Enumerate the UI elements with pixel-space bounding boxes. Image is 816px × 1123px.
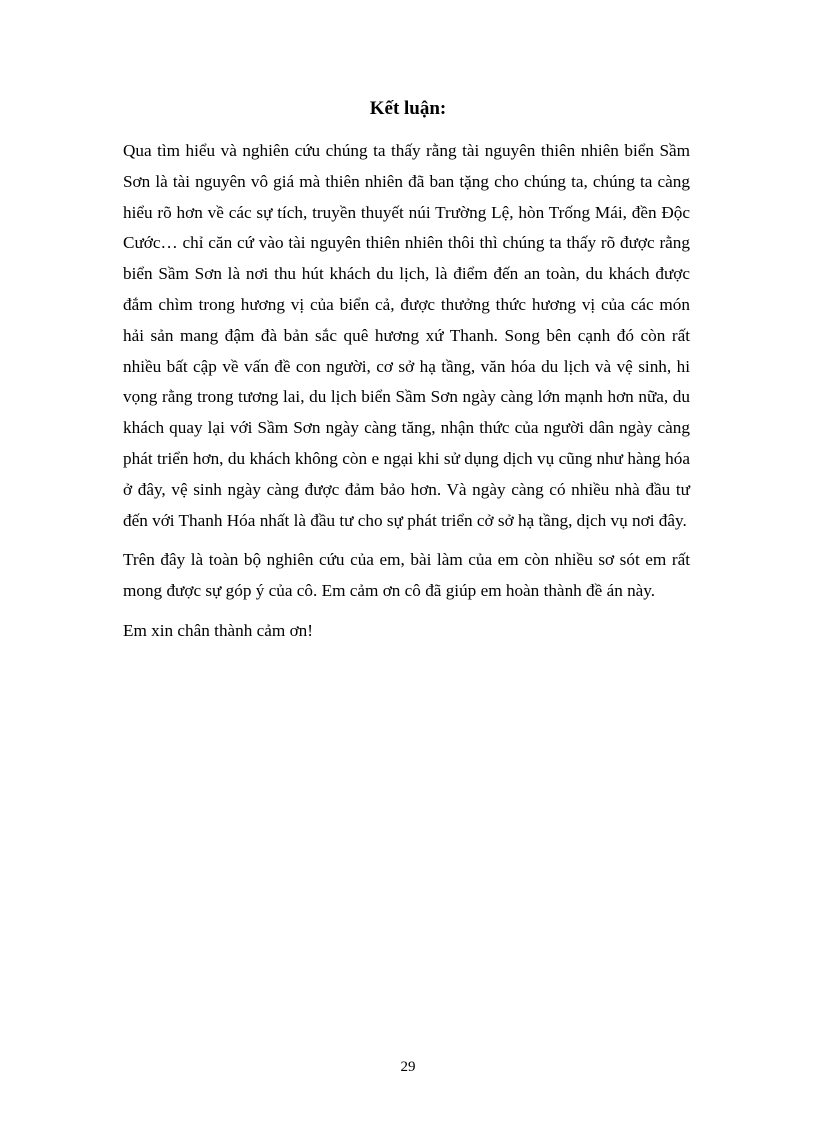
paragraph-thanks: Em xin chân thành cảm ơn! [123, 620, 313, 640]
page-number: 29 [400, 1059, 416, 1075]
conclusion-heading: Kết luận: [369, 98, 447, 119]
paragraph-acknowledgement: Trên đây là toàn bộ nghiên cứu của em, bài làm của em còn nhiều sơ sót em rất mong được sự góp ý của cô. Em cảm ơn cô đã giúp em hoàn thành đề án này. [123, 550, 690, 601]
paragraph-conclusion: Qua tìm hiểu và nghiên cứu chúng ta thấy rằng tài nguyên thiên nhiên biển Sầm Sơn là tài nguyên vô giá mà thiên nhiên đã ban tặng cho chúng ta, chúng ta càng hiểu rõ hơn về các sự tích, truyền thuyết núi Trường Lệ, hòn Trống Mái, đền Độc Cước… chỉ căn cứ vào tài nguyên thiên nhiên thôi thì chúng ta thấy rõ được rằng biển Sầm Sơn là nơi thu hút khách du lịch, là điểm đến an toàn, du khách được đắm chìm trong hương vị của biển cả, được thưởng thức hương vị của các món hải sản mang đậm đà bản sắc quê hương xứ Thanh. Song bên cạnh đó còn rất nhiều bất cập về vấn đề con người, cơ sở hạ tầng, văn hóa du lịch và vệ sinh, hi vọng rằng trong tương lai, du lịch biển Sầm Sơn ngày càng lớn mạnh hơn nữa, du khách quay lại với Sầm Sơn ngày càng tăng, nhận thức của người dân ngày càng phát triển hơn, du khách không còn e ngại khi sử dụng dịch vụ cũng như hàng hóa ở đây, vệ sinh ngày càng được đảm bảo hơn. Và ngày càng có nhiều nhà đầu tư đến với Thanh Hóa nhất là đầu tư cho sự phát triển cở sở hạ tầng, dịch vụ nơi đây. [123, 141, 690, 530]
body-text [123, 136, 690, 647]
